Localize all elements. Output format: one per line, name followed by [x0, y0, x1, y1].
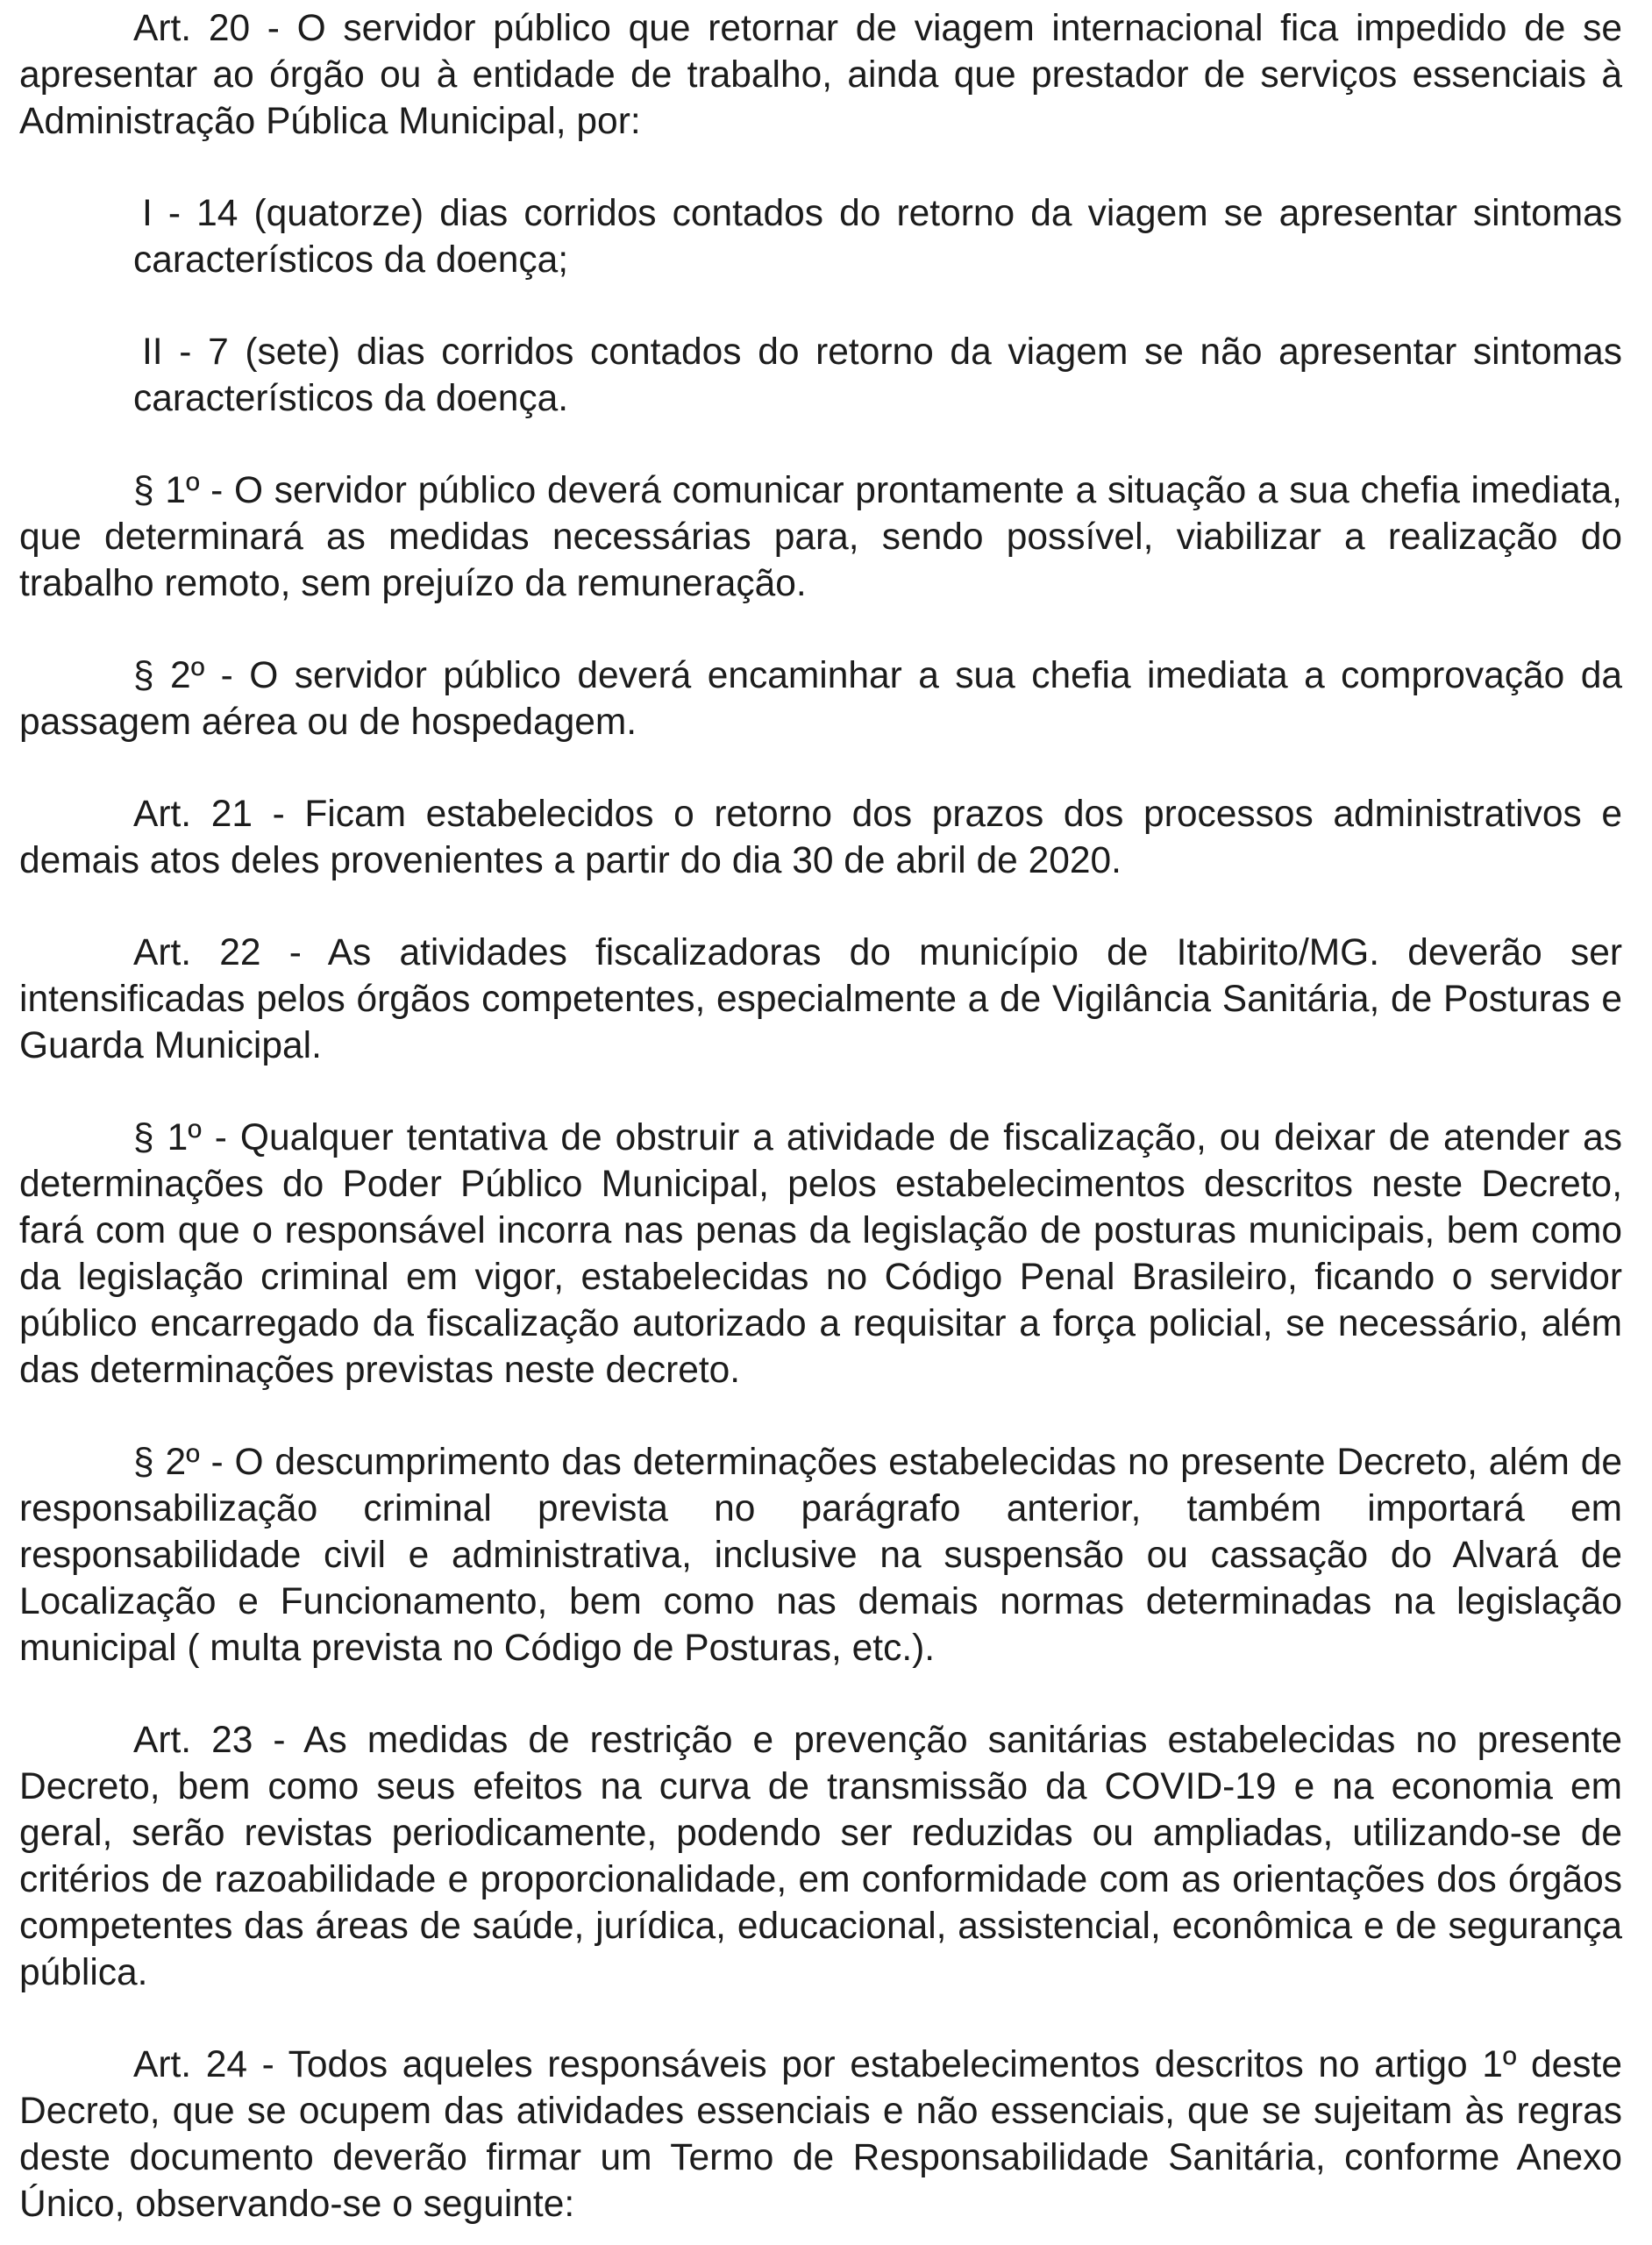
article-22-paragraph-2: § 2º - O descumprimento das determinações estabelecidas no presente Decreto, além de responsabilização criminal prevista no parágrafo anterior, também importará em responsabilidade civil e administrativa, inclusive na suspensão ou cassação do Alvará de Localização e Funcionamento, bem como nas demais normas determinadas na legislação municipal ( multa prevista no Código de Posturas, etc.). — [19, 1442, 1622, 1669]
article-20-item-2: II - 7 (sete) dias corridos contados do retorno da viagem se não apresentar sintomas característicos da doença. — [133, 331, 1622, 419]
article-24: Art. 24 - Todos aqueles responsáveis por estabelecimentos descritos no artigo 1º deste Decreto, que se ocupem das atividades essenciais e não essenciais, que se sujeitam às regras deste documento deverão firmar um Termo de Responsabilidade Sanitária, conforme Anexo Único, observando-se o seguinte: — [19, 2044, 1622, 2225]
document-page — [19, 5, 1622, 2233]
article-21: Art. 21 - Ficam estabelecidos o retorno dos prazos dos processos administrativos e demais atos deles provenientes a partir do dia 30 de abril de 2020. — [19, 794, 1622, 881]
article-22: Art. 22 - As atividades fiscalizadoras do município de Itabirito/MG. deverão ser intensificadas pelos órgãos competentes, especialmente a de Vigilância Sanitária, de Posturas e Guarda Municipal. — [19, 932, 1622, 1066]
article-22-paragraph-1: § 1º - Qualquer tentativa de obstruir a atividade de fiscalização, ou deixar de atender as determinações do Poder Público Municipal, pelos estabelecimentos descritos neste Decreto, fará com que o responsável incorra nas penas da legislação de posturas municipais, bem como da legislação criminal em vigor, estabelecidas no Código Penal Brasileiro, ficando o servidor público encarregado da fiscalização autorizado a requisitar a força policial, se necessário, além das determinações previstas neste decreto. — [19, 1117, 1622, 1391]
article-20-paragraph-1: § 1º - O servidor público deverá comunicar prontamente a situação a sua chefia imediata, que determinará as medidas necessárias para, sendo possível, viabilizar a realização do trabalho remoto, sem prejuízo da remuneração. — [19, 470, 1622, 604]
article-20-paragraph-2: § 2º - O servidor público deverá encaminhar a sua chefia imediata a comprovação da passagem aérea ou de hospedagem. — [19, 655, 1622, 743]
article-20: Art. 20 - O servidor público que retornar de viagem internacional fica impedido de se apresentar ao órgão ou à entidade de trabalho, ainda que prestador de serviços essenciais à Administração Pública Municipal, por: — [19, 8, 1622, 142]
article-23: Art. 23 - As medidas de restrição e prevenção sanitárias estabelecidas no presente Decreto, bem como seus efeitos na curva de transmissão da COVID-19 e na economia em geral, serão revistas periodicamente, podendo ser reduzidas ou ampliadas, utilizando-se de critérios de razoabilidade e proporcionalidade, em conformidade com as orientações dos órgãos competentes das áreas de saúde, jurídica, educacional, assistencial, econômica e de segurança pública. — [19, 1720, 1622, 1993]
article-20-item-1: I - 14 (quatorze) dias corridos contados do retorno da viagem se apresentar sintomas característicos da doença; — [133, 193, 1622, 281]
